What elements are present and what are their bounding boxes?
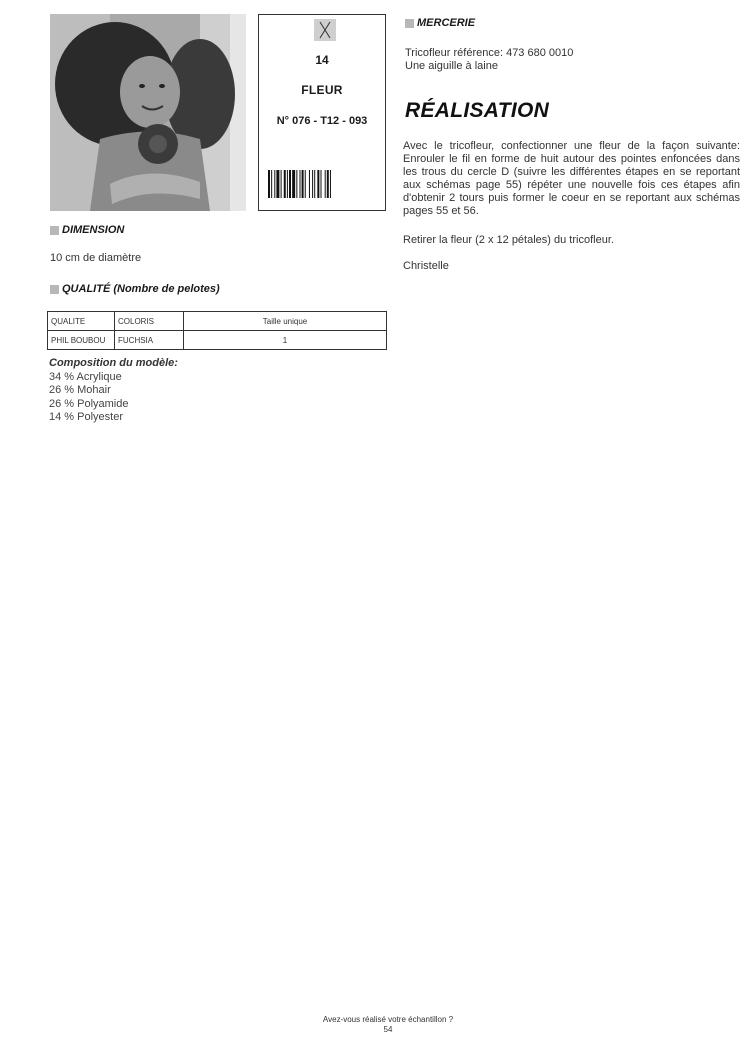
barcode-bar <box>284 170 286 198</box>
quality-table-header-row <box>48 312 387 331</box>
barcode-bar <box>309 170 310 198</box>
pattern-number: 14 <box>315 53 329 67</box>
quality-table <box>47 311 387 350</box>
barcode-bar <box>289 170 291 198</box>
table-cell: 1 <box>184 331 387 350</box>
list-item: Tricofleur référence: 473 680 0010 <box>405 47 574 59</box>
pattern-name: FLEUR <box>301 83 343 97</box>
barcode-bar <box>312 170 313 198</box>
dimension-value: 10 cm de diamètre <box>50 252 142 264</box>
table-header-cell: QUALITE <box>48 312 115 331</box>
realisation-instruction: Retirer la fleur (2 x 12 pétales) du tricofleur. <box>403 234 614 246</box>
barcode-bar <box>321 170 322 198</box>
barcode-bar <box>276 170 279 198</box>
composition-title: Composition du modèle: <box>49 357 178 369</box>
list-item: 26 % Mohair <box>49 384 111 397</box>
table-row <box>48 331 387 350</box>
barcode-bar <box>317 170 319 198</box>
list-item: 26 % Polyamide <box>49 397 129 410</box>
mercerie-list <box>405 47 573 73</box>
reference-box <box>258 14 386 211</box>
page-number: 54 <box>383 1025 393 1034</box>
barcode-bar <box>271 170 272 198</box>
composition-list <box>49 371 129 424</box>
section-square-icon <box>50 226 59 235</box>
pattern-code: N° 076 - T12 - 093 <box>276 115 368 127</box>
table-header-cell: Taille unique <box>184 312 387 331</box>
table-cell: FUCHSIA <box>115 331 184 350</box>
quality-heading-label: QUALITÉ (Nombre de pelotes) <box>62 283 220 295</box>
realisation-paragraph: Avec le tricofleur, confectionner une fleur de la façon suivante: Enrouler le fil en forme de huit autour des pointes enfoncées dans les trous du cercle D (suivre les différentes étapes en se reportant aux schémas page 55) répéter une nouvelle fois ces étapes afin d'obtenir 2 tours puis former le coeur en se reportant aux schémas pages 55 et 56. <box>403 140 740 217</box>
quality-heading <box>50 283 220 295</box>
mercerie-heading-label: MERCERIE <box>417 17 476 29</box>
mercerie-heading <box>405 17 475 29</box>
realisation-title: RÉALISATION <box>405 99 550 122</box>
barcode-bar <box>327 170 329 198</box>
list-item: 34 % Acrylique <box>49 371 122 383</box>
designer-signature: Christelle <box>403 260 449 272</box>
barcode-bar <box>305 170 306 198</box>
barcode-bar <box>292 170 295 198</box>
dimension-heading <box>50 224 124 236</box>
section-square-icon <box>50 285 59 294</box>
barcode-bar <box>268 170 270 198</box>
section-square-icon <box>405 19 414 28</box>
barcode-bar <box>314 170 315 198</box>
footer-question: Avez-vous réalisé votre échantillon ? <box>322 1015 454 1024</box>
list-item: 14 % Polyester <box>49 410 123 423</box>
barcode-bar <box>325 170 326 198</box>
barcode-bar <box>330 170 331 198</box>
barcode-bar <box>296 170 297 198</box>
list-item: Une aiguille à laine <box>405 60 498 72</box>
barcode-bar <box>274 170 275 198</box>
model-photo-image <box>50 14 246 211</box>
needle-cross-icon <box>314 19 336 41</box>
barcode-bar <box>287 170 288 198</box>
dimension-heading-label: DIMENSION <box>62 224 125 236</box>
barcode-bar <box>300 170 301 198</box>
model-photo <box>50 14 246 211</box>
barcode <box>268 170 380 198</box>
table-header-cell: COLORIS <box>115 312 184 331</box>
barcode-bar <box>302 170 304 198</box>
table-cell: PHIL BOUBOU <box>48 331 115 350</box>
barcode-bar <box>281 170 282 198</box>
